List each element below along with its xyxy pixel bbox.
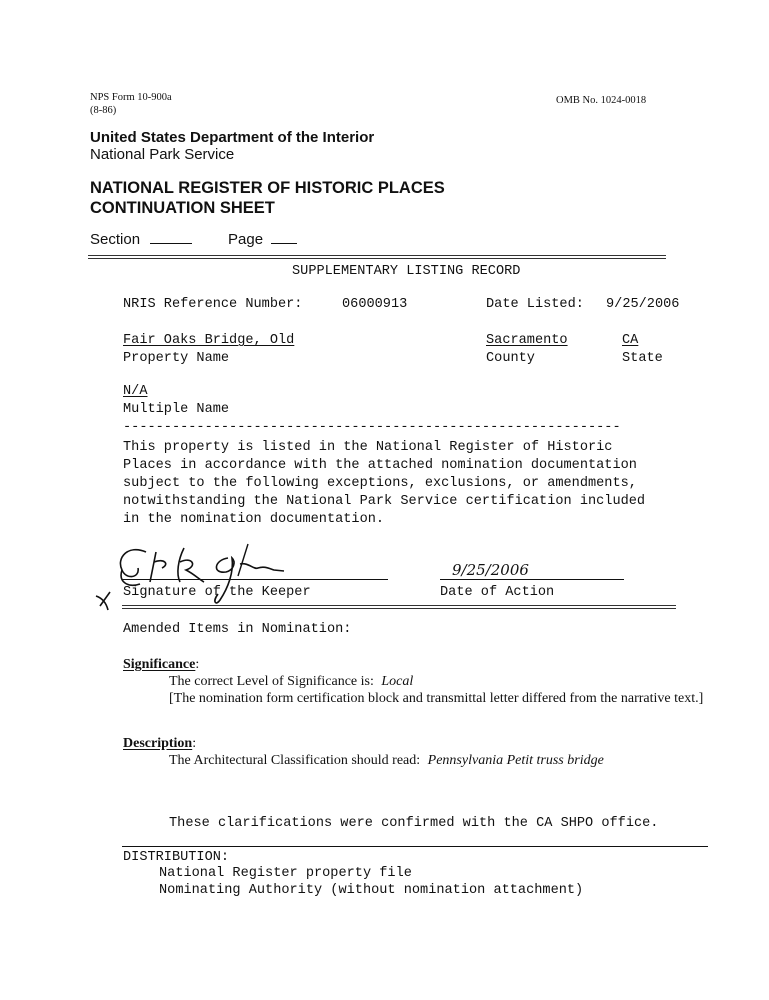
significance-heading-text: Significance: [123, 657, 196, 672]
page-blank: [271, 242, 297, 244]
statement-line: This property is listed in the National Register of Historic: [123, 440, 613, 455]
section-label: Section: [90, 231, 141, 248]
department-name: United States Department of the Interior: [90, 129, 375, 146]
page-field: [228, 231, 297, 248]
omb-number: OMB No. 1024-0018: [556, 95, 647, 106]
date-of-action-line: [440, 579, 624, 580]
distribution-item: Nominating Authority (without nomination attachment): [159, 883, 584, 898]
date-of-action-label: Date of Action: [440, 585, 555, 600]
statement-line: Places in accordance with the attached nomination documentation: [123, 458, 637, 473]
record-heading: SUPPLEMENTARY LISTING RECORD: [292, 264, 521, 279]
page-subtitle: CONTINUATION SHEET: [90, 199, 275, 217]
nris-label: NRIS Reference Number:: [123, 297, 303, 312]
page-label: Page: [228, 231, 264, 248]
state-value: CA: [622, 333, 639, 348]
distribution-item: National Register property file: [159, 866, 412, 881]
county-value: Sacramento: [486, 333, 568, 348]
state-label: State: [622, 351, 663, 366]
significance-note: [The nomination form certification block and transmittal letter differed from the narrative text.]: [169, 691, 704, 706]
statement-line: notwithstanding the National Park Service certification included: [123, 494, 646, 509]
section-field: [90, 231, 192, 248]
date-of-action-handwritten: 9/25/2006: [452, 561, 529, 579]
signature-label: Signature of the Keeper: [123, 585, 311, 600]
amended-double-rule: [122, 605, 676, 609]
confirmation-note: These clarifications were confirmed with the CA SHPO office.: [169, 816, 659, 831]
amended-items-label: Amended Items in Nomination:: [123, 622, 352, 637]
form-number: NPS Form 10-900a: [90, 92, 172, 103]
nris-value: 06000913: [342, 297, 408, 312]
signature-line: [122, 579, 388, 580]
statement-line: subject to the following exceptions, exclusions, or amendments,: [123, 476, 637, 491]
significance-heading: Significance:: [123, 657, 200, 672]
property-name-label: Property Name: [123, 351, 230, 366]
dash-rule: -------------------------------------------------------------: [123, 420, 621, 435]
description-heading-text: Description: [123, 736, 193, 751]
agency-name: National Park Service: [90, 146, 235, 163]
multiple-name-label: Multiple Name: [123, 402, 230, 417]
distribution-label: DISTRIBUTION:: [123, 850, 230, 865]
county-label: County: [486, 351, 535, 366]
property-name-value: Fair Oaks Bridge, Old: [123, 333, 295, 348]
description-prefix: The Architectural Classification should read:: [169, 753, 421, 768]
significance-value: Local: [381, 674, 414, 689]
distribution-rule: [122, 846, 708, 847]
description-line: [169, 753, 604, 769]
description-value: Pennsylvania Petit truss bridge: [427, 753, 604, 768]
description-heading: Description:: [123, 736, 197, 751]
significance-line: [169, 674, 413, 690]
header-double-rule: [88, 255, 666, 259]
date-listed-value: 9/25/2006: [606, 297, 680, 312]
form-date: (8-86): [90, 105, 117, 116]
section-blank: [150, 242, 192, 244]
date-listed-label: Date Listed:: [486, 297, 584, 312]
multiple-name-value: N/A: [123, 384, 148, 399]
statement-line: in the nomination documentation.: [123, 512, 385, 527]
page-title: NATIONAL REGISTER OF HISTORIC PLACES: [90, 179, 445, 197]
significance-prefix: The correct Level of Significance is:: [169, 674, 374, 689]
